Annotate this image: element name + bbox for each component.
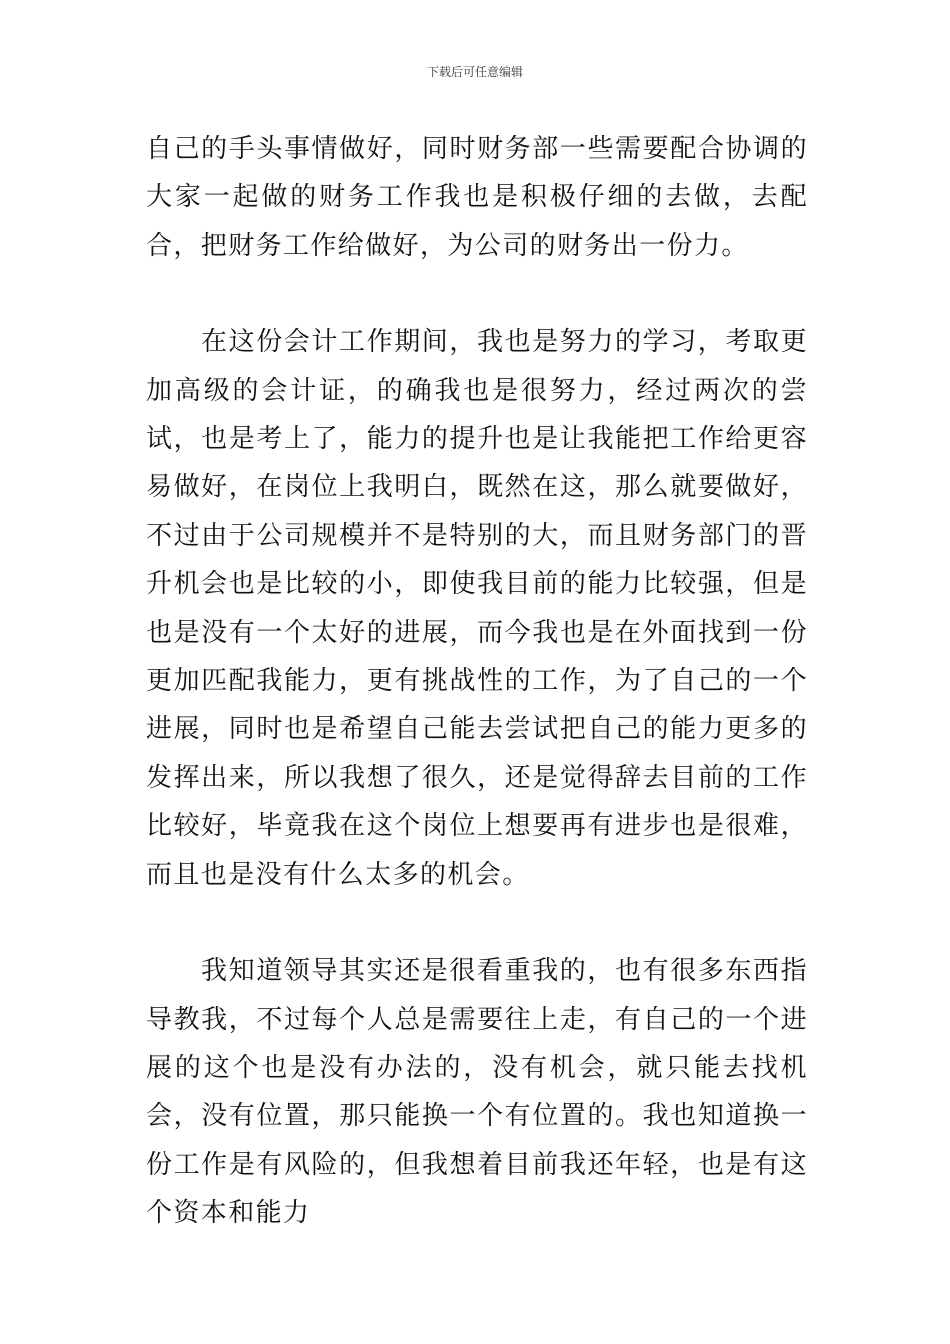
paragraph-2: 在这份会计工作期间，我也是努力的学习，考取更加高级的会计证，的确我也是很努力，经过两次的尝试，也是考上了，能力的提升也是让我能把工作给更容易做好，在岗位上我明白，既然在这，那么就要做好，不过由于公司规模并不是特别的大，而且财务部门的晋升机会也是比较的小，即使我目前的能力比较强，但是也是没有一个太好的进展，而今我也是在外面找到一份更加匹配我能力，更有挑战性的工作，为了自己的一个进展，同时也是希望自己能去尝试把自己的能力更多的发挥出来，所以我想了很久，还是觉得辞去目前的工作比较好，毕竟我在这个岗位上想要再有进步也是很难，而且也是没有什么太多的机会。 [146, 327, 808, 890]
paragraph-3: 我知道领导其实还是很看重我的，也有很多东西指导教我，不过每个人总是需要往上走，有自己的一个进展的这个也是没有办法的，没有机会，就只能去找机会，没有位置，那只能换一个有位置的。我也知道换一份工作是有风险的，但我想着目前我还年轻，也是有这个资本和能力 [146, 956, 808, 1229]
page-header: 下载后可任意编辑 [426, 65, 523, 79]
paragraph-spacer [146, 899, 808, 947]
paragraph-spacer [146, 270, 808, 318]
document-body [146, 125, 808, 1238]
paragraph-1: 自己的手头事情做好，同时财务部一些需要配合协调的大家一起做的财务工作我也是积极仔细的去做，去配合，把财务工作给做好，为公司的财务出一份力。 [146, 134, 808, 261]
